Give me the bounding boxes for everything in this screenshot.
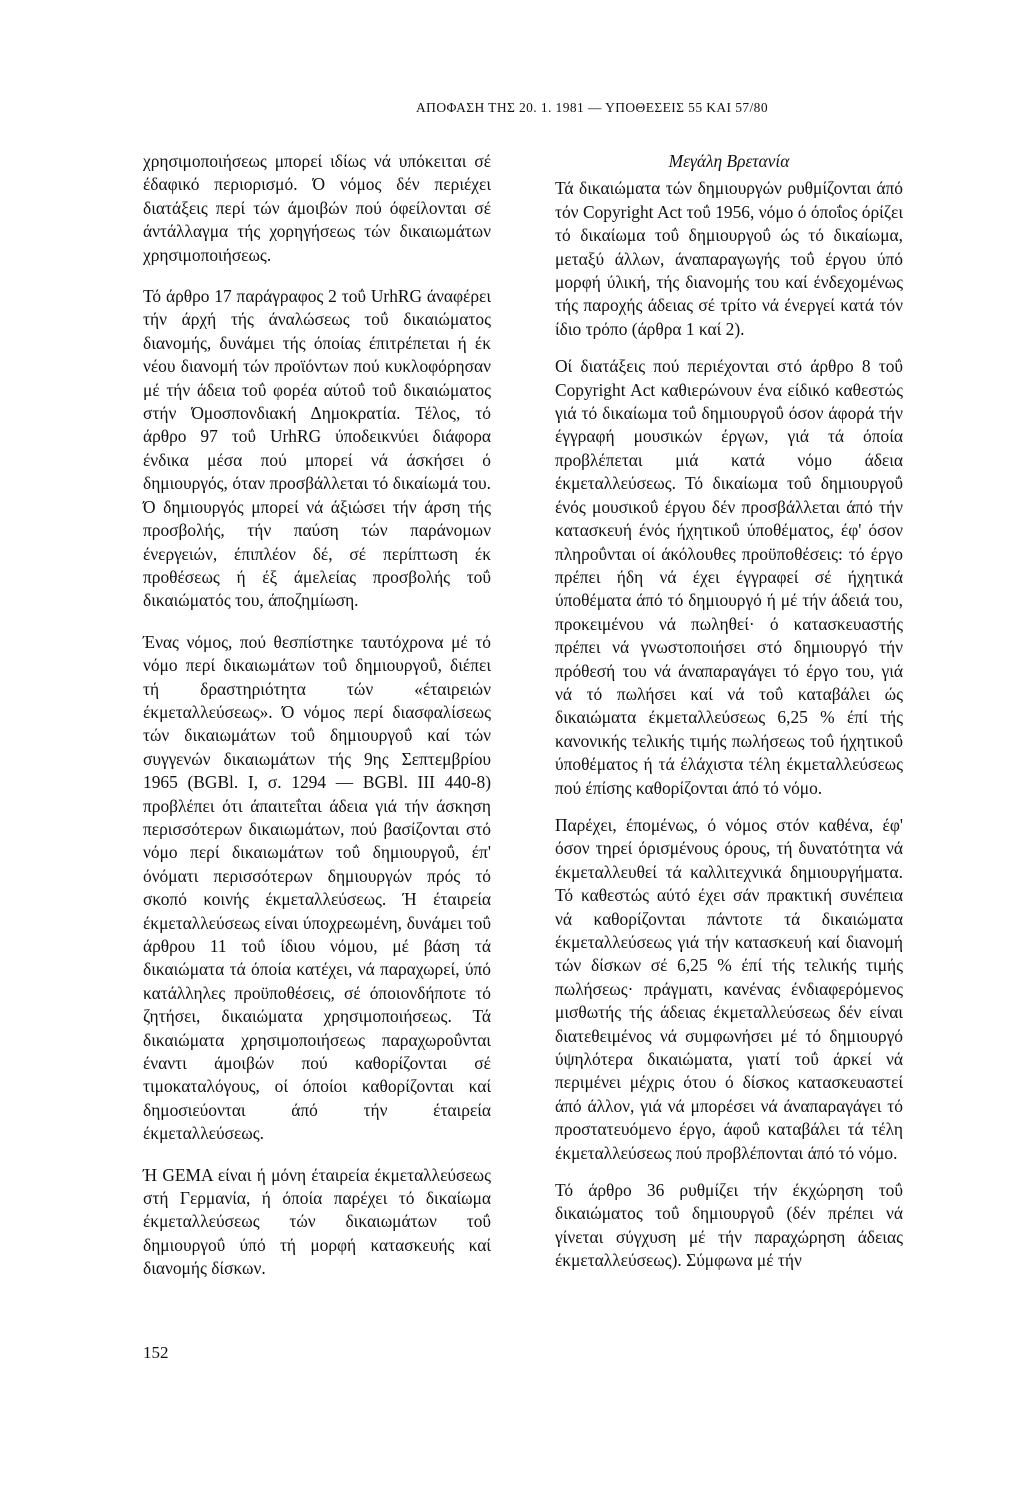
running-head [0, 100, 1024, 116]
paragraph: Τό άρθρο 36 ρυθμίζει τήν έκχώρηση τοΰ δικαιώματος τοΰ δημιουργοΰ (δέν πρέπει νά γίνεται σύγχυση μέ τήν παραχώρηση άδειας έκμεταλλεύσεως). Σύμφωνα μέ τήν [555, 1180, 903, 1271]
paragraph: Παρέχει, έπομένως, ό νόμος στόν καθένα, έφ' όσον τηρεί όρισμένους όρους, τή δυνατότητα νά έκμεταλλευθεί τά καλλιτεχνικά δημιουργήματα. Τό καθεστώς αύτό έχει σάν πρακτική συνέπεια νά καθορίζονται πάντοτε τά δικαιώματα έκμεταλλεύσεως γιά τήν κατασκευή καί διανομή τών δίσκων σέ 6,25 % έπί τής τελικής τιμής πωλήσεως· πράγματι, κανένας ένδιαφερόμενος μισθωτής τής άδειας έκμεταλλεύσεως δέν είναι διατεθειμένος νά συμφωνήσει μέ τό δημιουργό ύψηλότερα δικαιώματα, γιατί τοΰ άρκεί νά περιμένει μέχρις ότου ό δίσκος κατασκευαστεί άπό άλλον, γιά νά μπορέσει νά άναπαραγάγει τό προστατευόμενο έργο, άφοΰ καταβάλει τά τέλη έκμεταλλεύσεως πού προβλέπονται άπό τό νόμο. [555, 814, 903, 1163]
section-heading: Μεγάλη Βρετανία [668, 151, 790, 171]
paragraph: Ή GEMA είναι ή μόνη έταιρεία έκμεταλλεύσεως στή Γερμανία, ή όποία παρέχει τό δικαίωμα έκμεταλλεύσεως τών δικαιωμάτων τοΰ δημιουργοΰ ύπό τή μορφή κατασκευής καί διανομής δίσκων. [143, 1164, 491, 1279]
paragraph: Τά δικαιώματα τών δημιουργών ρυθμίζονται άπό τόν Copyright Act τοΰ 1956, νόμο ό όποΐος όρίζει τό δικαίωμα τοΰ δημιουργοΰ ώς τό δικαίωμα, μεταξύ άλλων, άναπαραγωγής τοΰ έργου ύπό μορφή ύλική, τής διανομής του καί ένδεχομένως τής παροχής άδειας σέ τρίτο νά ένεργεί κατά τόν ίδιο τρόπο (άρθρα 1 καί 2). [555, 178, 903, 339]
left-column [143, 150, 491, 1299]
page-number: 152 [143, 1343, 169, 1362]
running-head-text: ΑΠΟΦΑΣΗ ΤΗΣ 20. 1. 1981 — ΥΠΟΘΕΣΕΙΣ 55 ΚΑΙ 57/80 [416, 100, 768, 115]
right-column [555, 150, 903, 1287]
paragraph: Τό άρθρο 17 παράγραφος 2 τοΰ UrhRG άναφέρει τήν άρχή τής άναλώσεως τοΰ δικαιώματος διανομής, δυνάμει τής όποίας έπιτρέπεται ή έκ νέου διανομή τών προϊόντων πού κυκλοφόρησαν μέ τήν άδεια τοΰ φορέα αύτοΰ τοΰ δικαιώματος στήν Όμοσπονδιακή Δημοκρατία. Τέλος, τό άρθρο 97 τοΰ UrhRG ύποδεικνύει διάφορα ένδικα μέσα πού μπορεί νά άσκήσει ό δημιουργός, όταν προσβάλλεται τό δικαίωμά του. Ό δημιουργός μπορεί νά άξιώσει τήν άρση τής προσβολής, τήν παύση τών παράνομων ένεργειών, έπιπλέον δέ, σέ περίπτωση έκ προθέσεως ή έξ άμελείας προσβολής τοΰ δικαιώματός του, άποζημίωση. [143, 286, 491, 611]
paragraph: χρησιμοποιήσεως μπορεί ιδίως νά υπόκειται σέ έδαφικό περιορισμό. Ό νόμος δέν περιέχει διατάξεις περί τών άμοιβών πού όφείλονται σέ άντάλλαγμα τής χορηγήσεως τών δικαιωμάτων χρησιμοποιήσεως. [143, 151, 491, 265]
paragraph: Οί διατάξεις πού περιέχονται στό άρθρο 8 τοΰ Copyright Act καθιερώνουν ένα είδικό καθεστώς γιά τό δικαίωμα τοΰ δημιουργοΰ όσον άφορά τήν έγγραφή μουσικών έργων, γιά τά όποία προβλέπεται μιά κατά νόμο άδεια έκμεταλλεύσεως. Τό δικαίωμα τοΰ δημιουργοΰ ένός μουσικοΰ έργου δέν προσβάλλεται άπό τήν κατασκευή ένός ήχητικοΰ ύποθέματος, έφ' όσον πληροΰνται οί άκόλουθες προϋποθέσεις: τό έργο πρέπει ήδη νά έχει έγγραφεί σέ ήχητικά ύποθέματα άπό τό δημιουργό ή μέ τήν άδειά του, προκειμένου νά πωληθεί· ό κατασκευαστής πρέπει νά γνωστοποιήσει στό δημιουργό τήν πρόθεσή του νά άναπαραγάγει τό έργο του, γιά νά τό πωλήσει καί νά τοΰ καταβάλει ώς δικαιώματα έκμεταλλεύσεως 6,25 % έπί τής κανονικής τελικής τιμής πωλήσεως τοΰ ήχητικοΰ ύποθέματος ή τά έλάχιστα τέλη έκμεταλλεύσεως πού έπίσης καθορίζονται άπό τό νόμο. [555, 356, 903, 798]
paragraph: Ένας νόμος, πού θεσπίστηκε ταυτόχρονα μέ τό νόμο περί δικαιωμάτων τοΰ δημιουργοΰ, διέπει τή δραστηριότητα τών «έταιρειών έκμεταλλεύσεως». Ό νόμος περί διασφαλίσεως τών δικαιωμάτων τοΰ δημιουργοΰ καί τών συγγενών δικαιωμάτων τής 9ης Σεπτεμβρίου 1965 (BGBl. I, σ. 1294 — BGBl. III 440-8) προβλέπει ότι άπαιτεΐται άδεια γιά τήν άσκηση περισσότερων δικαιωμάτων, πού βασίζονται στό νόμο περί δικαιωμάτων τοΰ δημιουργοΰ, έπ' όνόματι περισσότερων δημιουργών πρός τό σκοπό κοινής έκμεταλλεύσεως. Ή έταιρεία έκμεταλλεύσεως είναι ύποχρεωμένη, δυνάμει τοΰ άρθρου 11 τοΰ ίδιου νόμου, μέ βάση τά δικαιώματα τά όποία κατέχει, νά παραχωρεί, ύπό κατάλληλες προϋποθέσεις, σέ όποιονδήποτε τό ζητήσει, δικαιώματα χρησιμοποιήσεως. Τά δικαιώματα χρησιμοποιήσεως παραχωροΰνται έναντι άμοιβών πού καθορίζονται σέ τιμοκαταλόγους, οί όποίοι καθορίζονται καί δημοσιεύονται άπό τήν έταιρεία έκμεταλλεύσεως. [143, 631, 491, 1144]
